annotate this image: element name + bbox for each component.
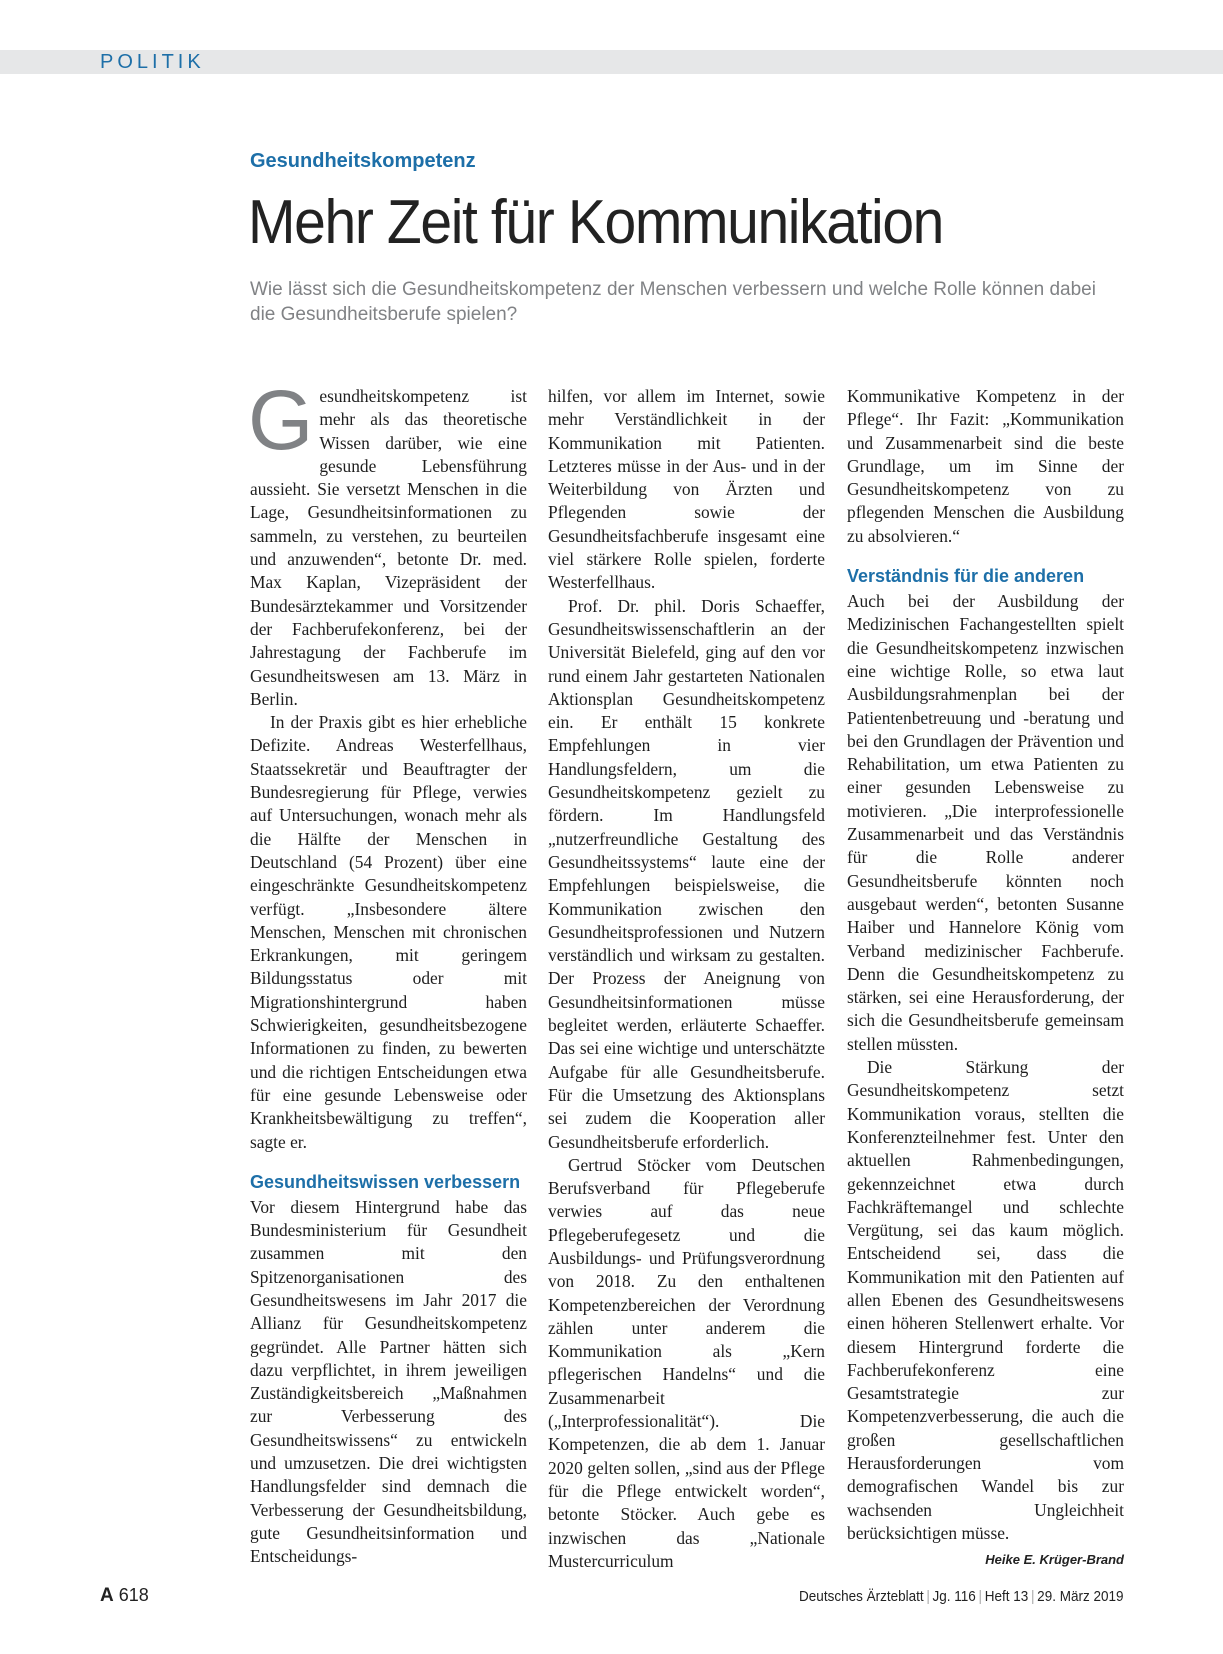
paragraph: In der Praxis gibt es hier erhebliche Defizite. Andreas Westerfellhaus, Staatssekretär und Beauftragter der Bundesregierung für Pflege, verwies auf Untersuchungen, wonach mehr als die Hälfte der Menschen in Deutschland (54 Prozent) über eine eingeschränkte Gesundheitskompetenz verfügt. „Insbesondere ältere Menschen, Menschen mit chronischen Erkrankungen, mit geringem Bildungsstatus oder mit Migrationshintergrund haben Schwierigkeiten, gesundheitsbezogene Informationen zu finden, zu bewerten und die richtigen Entscheidungen etwa für eine gesunde Lebensweise oder Krankheitsbewältigung zu treffen“, sagte er. xyxy=(250,712,527,1152)
issue-date: 29. März 2019 xyxy=(1036,1588,1123,1605)
paragraph: hilfen, vor allem im Internet, sowie mehr Verständlichkeit in der Kommunikation mit Patienten. Letzteres müsse in der Aus- und in der Weiterbildung von Ärzten und Pflegenden sowie der Gesundheitsfachberufe insgesamt eine viel stärkere Rolle spielen, forderte Westerfellhaus. xyxy=(548,386,825,593)
drop-cap: G xyxy=(248,373,314,467)
paragraph: Kommunikative Kompetenz in der Pflege“. Ihr Fazit: „Kommunikation und Zusammenarbeit sind die beste Grundlage, um im Sinne der Gesundheitskompetenz von zu pflegenden Menschen die Ausbildung zu absolvieren.“ xyxy=(847,386,1124,546)
volume: Jg. 116 xyxy=(932,1588,976,1605)
author-byline: Heike E. Krüger-Brand xyxy=(985,1552,1124,1568)
issue: Heft 13 xyxy=(984,1588,1028,1605)
subheading: Gesundheitswissen verbessern xyxy=(250,1171,521,1192)
paragraph: Vor diesem Hintergrund habe das Bundesministerium für Gesundheit zusammen mit den Spitzenorganisationen des Gesundheitswesens im Jahr 2017 die Allianz für Gesundheitskompetenz gegründet. Alle Partner hätten sich dazu verpflichtet, in ihrem jeweiligen Zuständigkeitsbereich „Maßnahmen zur Verbesserung des Gesundheitswissens“ zu entwickeln und umzusetzen. Die drei wichtigsten Handlungsfelder sind demnach die Verbesserung der Gesundheitsbildung, gute Gesundheitsinformation und Entscheidungs- xyxy=(250,1196,527,1567)
paragraph: Prof. Dr. phil. Doris Schaeffer, Gesundheitswissenschaftlerin an der Universität Bielefeld, ging auf den vor rund einem Jahr gestarteten Nationalen Aktionsplan Gesundheitskompetenz ein. Er enthält 15 konkrete Empfehlungen in vier Handlungsfeldern, um die Gesundheitskompetenz gezielt zu fördern. Im Handlungsfeld „nutzerfreundliche Gestaltung des Gesundheitssystems“ laute eine der Empfehlungen beispielsweise, die Kommunikation zwischen den Gesundheitsprofessionen und Nutzern verständlich und wirksam zu gestalten. Der Prozess der Aneignung von Gesundheitsinformationen müsse begleitet werden, erläuterte Schaeffer. Das sei eine wichtige und unterschätzte Aufgabe für alle Gesundheitsberufe. Für die Umsetzung des Aktionsplans sei zudem die Kooperation aller Gesundheitsberufe erforderlich. xyxy=(548,595,825,1152)
column-2 xyxy=(548,385,825,1573)
page-folio xyxy=(100,1585,149,1607)
paragraph: Gesundheitskompetenz ist mehr als das theoretische Wissen darüber, wie eine gesunde Lebensführung aussieht. Sie versetzt Menschen in die Lage, Gesundheitsinformationen zu sammeln, zu verstehen, zu beurteilen und anzuwenden“, betonte Dr. med. Max Kaplan, Vizepräsident der Bundesärztekammer und Vorsitzender der Fachberufekonferenz, bei der Jahrestagung der Fachberufe im Gesundheitswesen am 13. März in Berlin. xyxy=(248,373,527,709)
paragraph: Auch bei der Ausbildung der Medizinischen Fachangestellten spielt die Gesundheitskompetenz inzwischen eine wichtige Rolle, so etwa laut Ausbildungsrahmenplan bei der Patientenbetreuung und -beratung und bei den Grundlagen der Prävention und Rehabilitation, um etwa Patienten zu einer gesunden Lebensweise zu motivieren. „Die interprofessionelle Zusammenarbeit und das Verständnis für die Rolle anderer Gesundheitsberufe könnten noch ausgebaut werden“, betonten Susanne Haiber und Hannelore König vom Verband medizinischer Fachberufe. Denn die Gesundheitskompetenz zu stärken, sei eine Herausforderung, der sich die Gesundheitsberufe gemeinsam stellen müssten. xyxy=(847,591,1124,1054)
page-prefix: A xyxy=(100,1585,114,1606)
section-label: POLITIK xyxy=(100,51,205,73)
column-3 xyxy=(847,385,1124,1572)
publication-name: Deutsches Ärzteblatt xyxy=(798,1588,924,1605)
subheading: Verständnis für die anderen xyxy=(847,566,1085,587)
column-1 xyxy=(248,373,527,1569)
paragraph: Die Stärkung der Gesundheitskompetenz setzt Kommunikation voraus, stellten die Konferenzteilnehmer fest. Unter den aktuellen Rahmenbedingungen, gekennzeichnet etwa durch Fachkräftemangel und schlechte Vergütung, sei das kaum möglich. Entscheidend sei, dass die Kommunikation mit den Patienten auf allen Ebenen des Gesundheitswesens einen höheren Stellenwert erhalte. Vor diesem Hintergrund forderte die Fachberufekonferenz eine Gesamtstrategie zur Kompetenzverbesserung, die auch die großen gesellschaftlichen Herausforderungen vom demografischen Wandel bis zur wachsenden Ungleichheit berücksichtigen müsse. Heike E. Krüger-Brand xyxy=(847,1056,1124,1545)
article-dek: Wie lässt sich die Gesundheitskompetenz der Menschen verbessern und welche Rolle können dabei die Gesundheitsberufe spielen? xyxy=(250,279,1096,325)
publication-info: Deutsches Ärzteblatt | Jg. 116 | Heft 13 | 29. März 2019 xyxy=(798,1588,1123,1605)
article-kicker: Gesundheitskompetenz xyxy=(250,150,476,172)
paragraph: Gertrud Stöcker vom Deutschen Berufsverband für Pflegeberufe verwies auf das neue Pflegeberufegesetz und die Ausbildungs- und Prüfungsverordnung von 2018. Zu den enthaltenen Kompetenzbereichen der Verordnung zählen unter anderem die Kommunikation als „Kern pflegerischen Handelns“ und die Zusammenarbeit („Interprofessionalität“). Die Kompetenzen, die ab dem 1. Januar 2020 gelten sollen, „sind aus der Pflege für die Pflege entwickelt worden“, betonte Stöcker. Auch gebe es inzwischen das „Nationale Mustercurriculum xyxy=(548,1154,825,1571)
page-number: 618 xyxy=(118,1585,149,1605)
article-headline: Mehr Zeit für Kommunikation xyxy=(248,188,944,257)
